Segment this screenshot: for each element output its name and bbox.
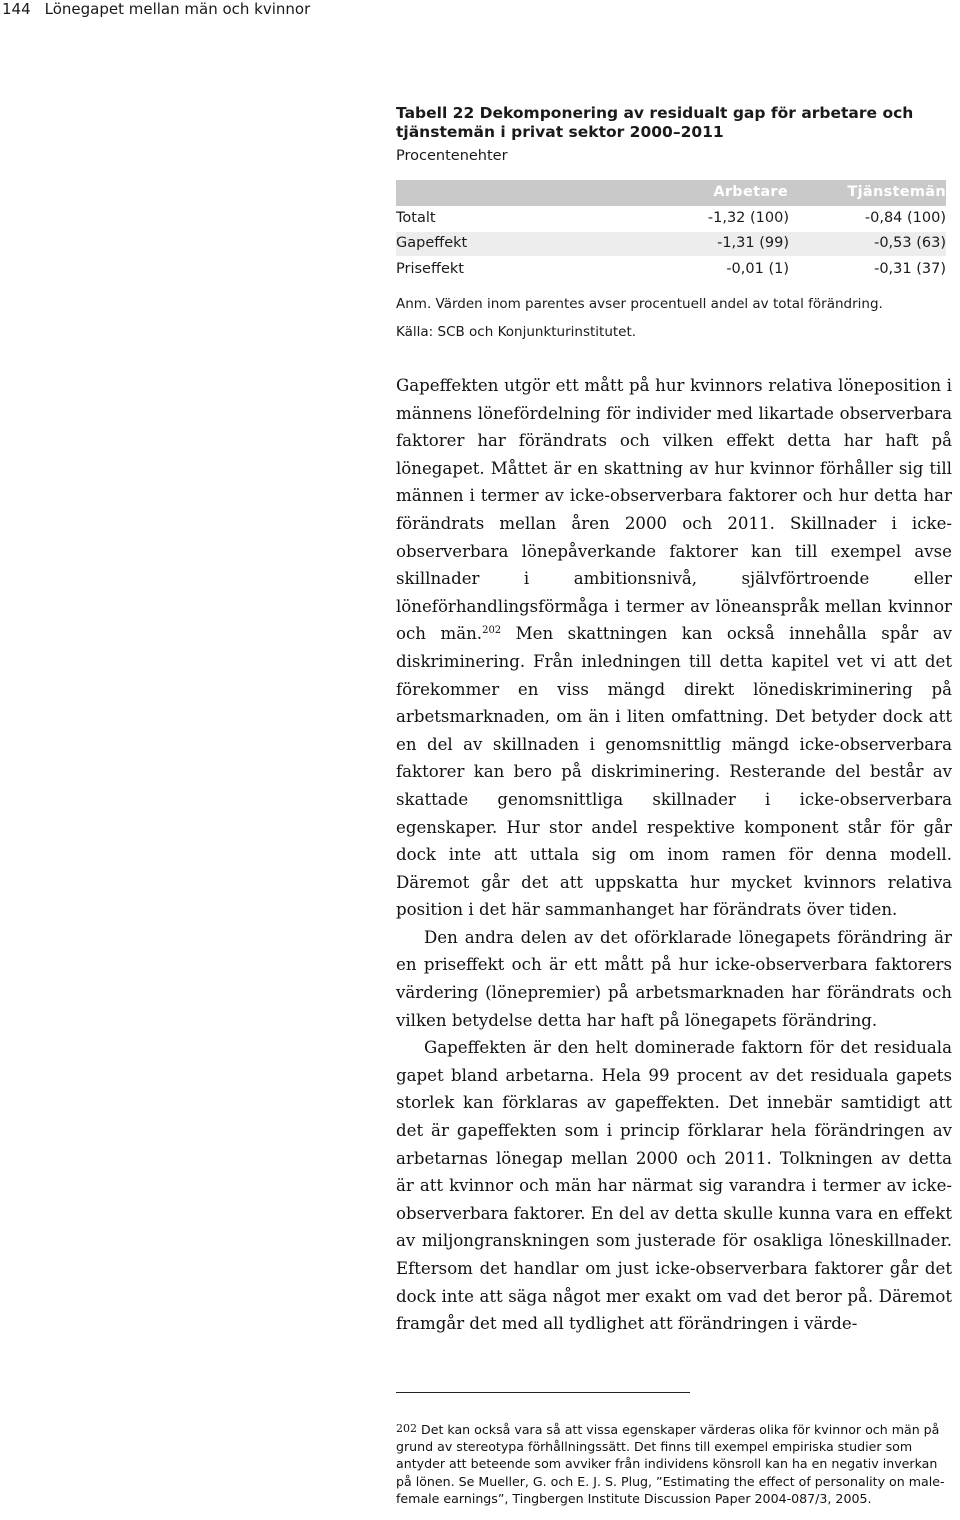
table-title: Tabell 22 Dekomponering av residualt gap för arbetare och tjänstemän i privat sektor 2000–2011 <box>396 104 914 141</box>
footnote-number: 202 <box>396 1422 417 1435</box>
footnote-text: Det kan också vara så att vissa egenskaper värderas olika för kvinnor och män på grund av stereotypa förhållningssätt. Det finns till exempel empiriska studier som antyder att beteende som avviker från individens könsroll kan ha en negativ inverkan på lönen. Se Mueller, G. och E. J. S. Plug, ”Estimating the effect of personality on male-female earnings”, Tingbergen Institute Discussion Paper 2004-087/3, 2005. <box>396 1422 945 1506</box>
running-head <box>2 0 310 18</box>
footnote-separator <box>396 1392 690 1393</box>
cell-arbetare: -1,32 (100) <box>707 210 789 226</box>
paragraph: Den andra delen av det oförklarade lönegapets förändring är en priseffekt och är ett mått på hur icke-observerbara faktorers värdering (lönepremier) på arbetsmarknaden har förändrats och vilken betydelse detta har haft på lönegapets förändring. <box>396 927 952 1030</box>
cell-tjanstemän: -0,53 (63) <box>874 235 946 251</box>
paragraph: Gapeffekten är den helt dominerade faktorn för det residuala gapet bland arbetarna. Hela 99 procent av det residuala gapets storlek kan förklaras av gapeffekten. Det innebär samtidigt att det är gapeffekten som i princip förklarar hela förändringen av arbetarnas lönegap mellan 2000 och 2011. Tolkningen av detta är att kvinnor och män har närmat sig varandra i termer av icke-observerbara faktorer. En del av detta skulle kunna vara en effekt av miljongranskningen som justerade för osakliga löneskillnader. Eftersom det handlar om just icke-observerbara faktorer går det dock inte att säga något mer exakt om vad det beror på. Däremot framgår det med all tydlighet att förändringen i värde- <box>396 1038 952 1334</box>
table-row <box>396 207 946 231</box>
paragraph <box>396 372 952 924</box>
footnote <box>396 1420 952 1507</box>
row-label: Priseffekt <box>396 261 464 277</box>
footnote-reference: 202 <box>482 625 502 637</box>
body-text <box>396 372 952 1338</box>
table-row <box>396 258 946 282</box>
paragraph-text: Gapeffekten utgör ett mått på hur kvinnors relativa löneposition i männens lönefördelning för individer med likartade observerbara faktorer har förändrats och vilken effekt detta har haft på lönegapet. Måttet är en skattning av hur kvinnor förhåller sig till männen i termer av icke-observerbara faktorer och hur detta har förändrats mellan åren 2000 och 2011. Skillnader i icke-observerbara lönepåverkande faktorer kan till exempel avse skillnader i ambitionsnivå, självförtroende eller löneförhandlingsförmåga i termer av löneanspråk mellan kvinnor och män. <box>396 376 952 644</box>
table-header <box>396 180 946 206</box>
column-header-arbetare: Arbetare <box>713 184 788 200</box>
column-header-tjanstemän: Tjänstemän <box>847 184 946 200</box>
row-label: Gapeffekt <box>396 235 468 251</box>
cell-tjanstemän: -0,84 (100) <box>864 210 946 226</box>
cell-arbetare: -1,31 (99) <box>717 235 789 251</box>
table-note: Anm. Värden inom parentes avser procentuell andel av total förändring. <box>396 296 883 312</box>
table-unit: Procentenehter <box>396 148 508 164</box>
cell-tjanstemän: -0,31 (37) <box>874 261 946 277</box>
running-head-title: Lönegapet mellan män och kvinnor <box>44 0 311 18</box>
paragraph-text: Men skattningen kan också innehålla spår av diskriminering. Från inledningen till detta kapitel vet vi att det förekommer en viss mängd direkt lönediskriminering på arbetsmarknaden, om än i liten omfattning. Det betyder dock att en del av skillnaden i genomsnittlig mängd icke-observerbara faktorer kan bero på diskriminering. Resterande del består av skattade genomsnittliga skillnader i icke-observerbara egenskaper. Hur stor andel respektive komponent står för går dock inte att uttala sig om inom ramen för denna modell. Däremot går det att uppskatta hur mycket kvinnors relativa position i det här sammanhanget har förändrats över tiden. <box>396 624 953 920</box>
page-number: 144 <box>2 0 31 18</box>
table-row <box>396 232 946 256</box>
row-label: Totalt <box>396 210 436 226</box>
table-source: Källa: SCB och Konjunkturinstitutet. <box>396 324 637 340</box>
cell-arbetare: -0,01 (1) <box>726 261 789 277</box>
